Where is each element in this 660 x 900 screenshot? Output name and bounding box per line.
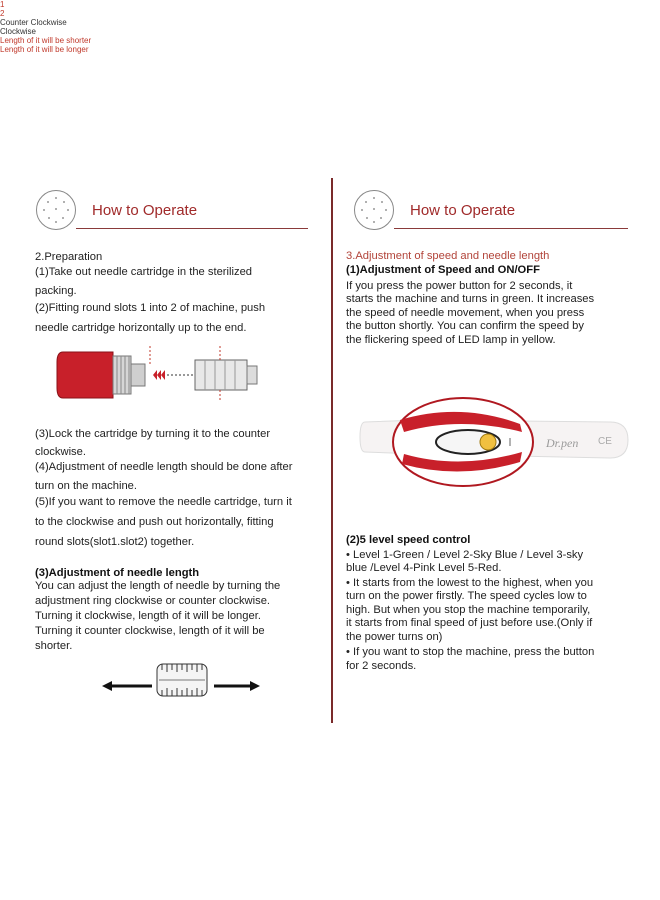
clockwise-label: Clockwise xyxy=(0,27,37,36)
speed-on-off-line: the flickering speed of LED lamp in yellow. xyxy=(346,334,556,346)
needle-length-line: adjustment ring clockwise or counter clockwise. xyxy=(35,595,271,607)
level-control-line: the power turns on) xyxy=(346,631,443,643)
cartridge-body xyxy=(195,360,247,390)
step-line: turn on the machine. xyxy=(35,480,137,492)
left-header-title: How to Operate xyxy=(92,202,198,219)
column-divider xyxy=(331,178,333,723)
preparation-heading: 2.Preparation xyxy=(35,251,103,263)
adjustment-ring xyxy=(157,664,207,696)
led-lamp-icon xyxy=(480,434,496,450)
speed-on-off-heading: (1)Adjustment of Speed and ON/OFF xyxy=(346,264,540,276)
dot-circle-icon xyxy=(354,190,394,230)
level-control-line: for 2 seconds. xyxy=(346,660,417,672)
step-line: clockwise. xyxy=(35,446,86,458)
level-control-line: blue /Level 4-Pink Level 5-Red. xyxy=(346,562,502,574)
step-line: (4)Adjustment of needle length should be done after xyxy=(35,461,293,473)
machine-collar xyxy=(113,356,131,394)
left-header-rule xyxy=(76,228,308,229)
step-line: (5)If you want to remove the needle cartridge, turn it xyxy=(35,496,292,508)
slot-label-2: 2 xyxy=(0,9,5,18)
cartridge-illustration xyxy=(55,340,285,410)
preparation-line: needle cartridge horizontally up to the end. xyxy=(35,322,247,334)
speed-on-off-line: the button shortly. You can confirm the speed by xyxy=(346,320,584,332)
needle-length-line: You can adjust the length of needle by turning the xyxy=(35,580,281,592)
preparation-line: (1)Take out needle cartridge in the sterilized xyxy=(35,266,253,278)
slot-label-1: 1 xyxy=(0,0,5,9)
device-brand: Dr.pen xyxy=(546,436,579,450)
speed-on-off-line: starts the machine and turns in green. It increases xyxy=(346,293,595,305)
needle-length-line: Turning it clockwise, length of it will be longer. xyxy=(35,610,261,622)
shorter-label: Length of it will be shorter xyxy=(0,36,92,45)
speed-on-off-line: the speed of needle movement, when you press xyxy=(346,307,585,319)
level-control-line: it starts from final speed of just before use.(Only if xyxy=(346,617,593,629)
right-header-title: How to Operate xyxy=(410,202,516,219)
step-line: (3)Lock the cartridge by turning it to the counter xyxy=(35,428,271,440)
ce-mark: CE xyxy=(598,436,612,447)
level-control-line: • If you want to stop the machine, press the button xyxy=(346,646,595,658)
step-line: to the clockwise and push out horizontally, fitting xyxy=(35,516,274,528)
preparation-line: packing. xyxy=(35,285,77,297)
device-illustration xyxy=(360,392,630,492)
speed-section-title: 3.Adjustment of speed and needle length xyxy=(346,250,550,262)
step-line: round slots(slot1.slot2) together. xyxy=(35,536,195,548)
level-control-line: • It starts from the lowest to the highest, when you xyxy=(346,577,594,589)
machine-tip xyxy=(131,364,145,386)
level-control-line: high. But when you stop the machine temporarily, xyxy=(346,604,591,616)
dot-circle-icon xyxy=(36,190,76,230)
longer-label: Length of it will be longer xyxy=(0,45,89,54)
preparation-line: (2)Fitting round slots 1 into 2 of machine, push xyxy=(35,302,266,314)
speed-on-off-line: If you press the power button for 2 seconds, it xyxy=(346,280,573,292)
adjustment-ring-diagram xyxy=(60,660,310,700)
level-control-line: • Level 1-Green / Level 2-Sky Blue / Level 3-sky xyxy=(346,549,584,561)
level-control-heading: (2)5 level speed control xyxy=(346,534,471,546)
needle-length-line: Turning it counter clockwise, length of it will be xyxy=(35,625,265,637)
right-header-rule xyxy=(394,228,628,229)
needle-length-heading: (3)Adjustment of needle length xyxy=(35,567,200,579)
needle-length-line: shorter. xyxy=(35,640,73,652)
machine-body xyxy=(57,352,113,398)
level-control-line: turn on the power firstly. The speed cycles low to xyxy=(346,590,587,602)
counter-clockwise-label: Counter Clockwise xyxy=(0,18,67,27)
